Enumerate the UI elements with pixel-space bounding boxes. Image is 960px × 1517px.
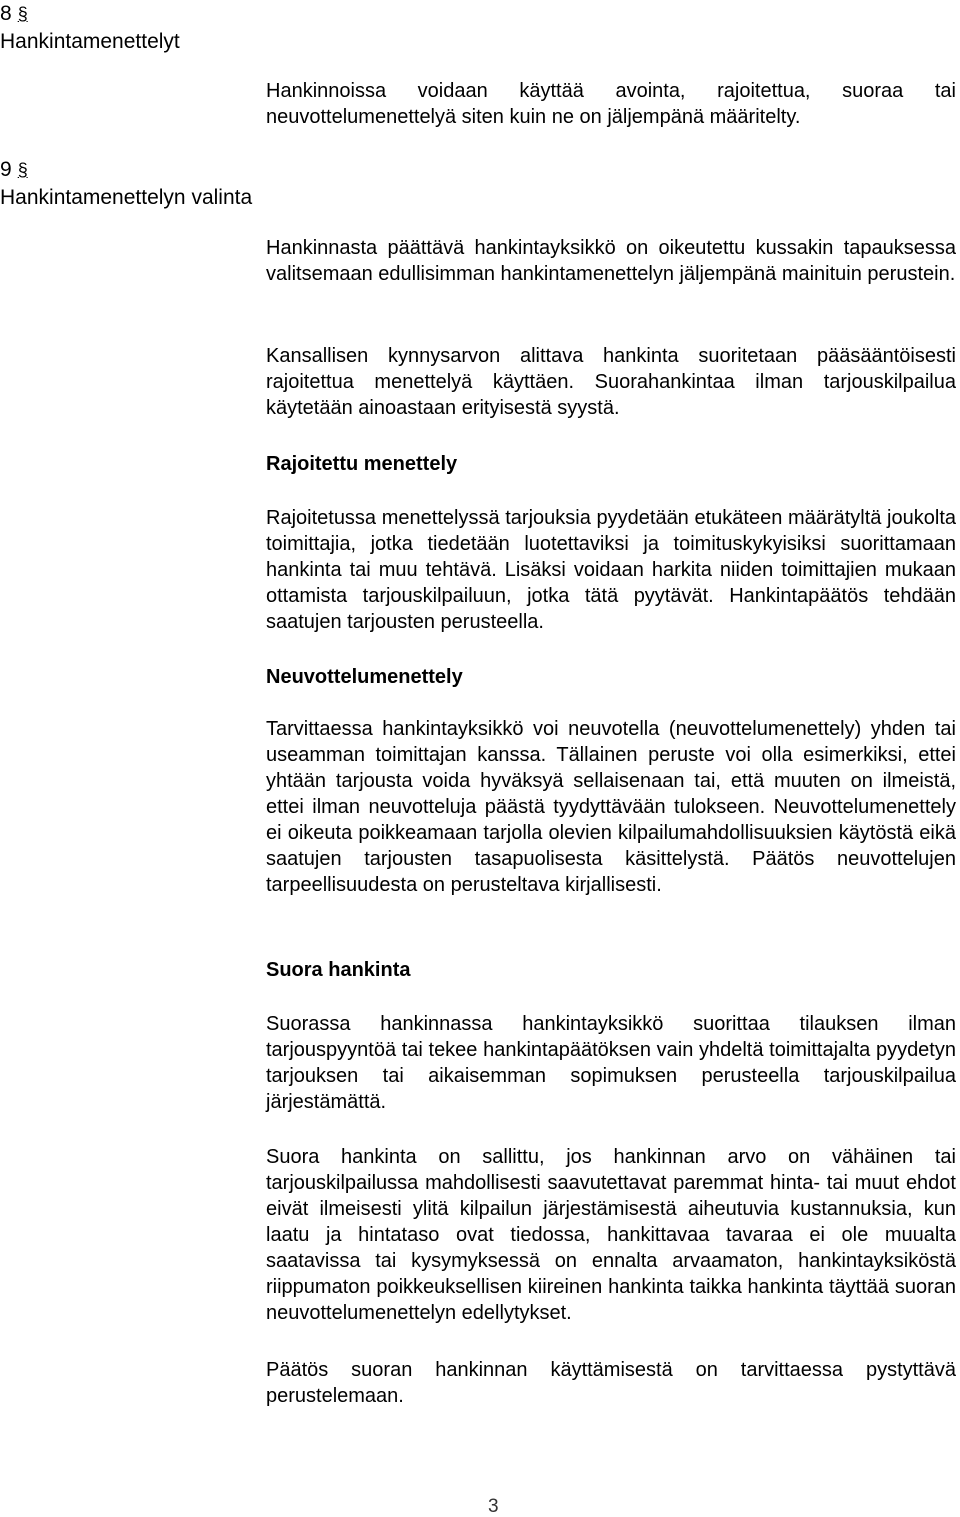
paragraph-direct-procurement-allowed: Suora hankinta on sallittu, jos hankinnan arvo on vähäinen tai tarjouskilpailussa mahdollisesti saavutettavat paremmat hinta- tai muut ehdot eivät ilmeisesti ylitä kilpailun järjestämisestä aiheutuvia kustannuksia, kun laatu ja hintataso ovat tiedossa, hankittavaa tavaraa ei ole muualta saatavissa tai kysymyksessä on ennalta arvaamaton, hankintayksiköstä riippumaton poikkeuksellisen kiireinen hankinta taikka hankinta täyttää suoran neuvottelumenettelyn edellytykset. [266, 1146, 956, 1324]
section-title: Hankintamenettelyn valinta [0, 186, 253, 209]
section-9-heading [0, 156, 252, 211]
section-number: 9 [0, 158, 12, 181]
heading-direct-procurement: Suora hankinta [266, 959, 411, 981]
section-number: 8 [0, 2, 12, 25]
page-number: 3 [488, 1496, 499, 1517]
section-8-heading [0, 0, 180, 55]
section-symbol: § [17, 160, 28, 180]
paragraph-restricted-procedure: Rajoitetussa menettelyssä tarjouksia pyydetään etukäteen määrätyltä joukolta toimittajia, jotka tiedetään luotettaviksi ja toimituskykyisiksi suorittamaan hankinta tai muu tehtävä. Lisäksi voidaan harkita niiden toimittajien mukaan ottamista tarjouskilpailuun, jotka tätä pyytävät. Hankintapäätös tehdään saatujen tarjousten perusteella. [266, 507, 956, 633]
paragraph-threshold: Kansallisen kynnysarvon alittava hankinta suoritetaan pääsääntöisesti rajoitettua menettelyä käyttäen. Suorahankintaa ilman tarjouskilpailua käytetään ainoastaan erityisestä syystä. [266, 345, 956, 419]
paragraph-justification: Päätös suoran hankinnan käyttämisestä on tarvittaessa pystyttävä perustelemaan. [266, 1359, 956, 1407]
heading-restricted-procedure: Rajoitettu menettely [266, 453, 458, 475]
paragraph-negotiated-procedure: Tarvittaessa hankintayksikkö voi neuvotella (neuvottelumenettely) yhden tai useamman toimittajan kanssa. Tällainen peruste voi olla esimerkiksi, ettei yhtään tarjousta voida hyväksyä sellaisenaan tai, että muuten on ilmeistä, ettei ilman neuvotteluja päästä tyydyttävään tulokseen. Neuvottelumenettely ei oikeuta poikkeamaan tarjolla olevien kilpailumahdollisuuksien käytöstä eikä saatujen tarjousten tasapuolisesta käsittelystä. Päätös neuvottelujen tarpeellisuudesta on perusteltava kirjallisesti. [266, 718, 956, 896]
section-title: Hankintamenettelyt [0, 30, 180, 53]
paragraph-procedure-selection: Hankinnasta päättävä hankintayksikkö on oikeutettu kussakin tapauksessa valitsemaan edullisimman hankintamenettelyn jäljempänä mainituin perustein. [266, 237, 956, 285]
paragraph-direct-procurement: Suorassa hankinnassa hankintayksikkö suorittaa tilauksen ilman tarjouspyyntöä tai tekee hankintapäätöksen vain yhdeltä toimittajalta pyydetyn tarjouksen tai aikaisemman sopimuksen perusteella tarjouskilpailua järjestämättä. [266, 1013, 956, 1113]
section-symbol: § [17, 4, 28, 24]
paragraph-procurement-procedures: Hankinnoissa voidaan käyttää avointa, rajoitettua, suoraa tai neuvottelumenettelyä siten kuin ne on jäljempänä määritelty. [266, 80, 956, 128]
heading-negotiated-procedure: Neuvottelumenettely [266, 666, 463, 688]
